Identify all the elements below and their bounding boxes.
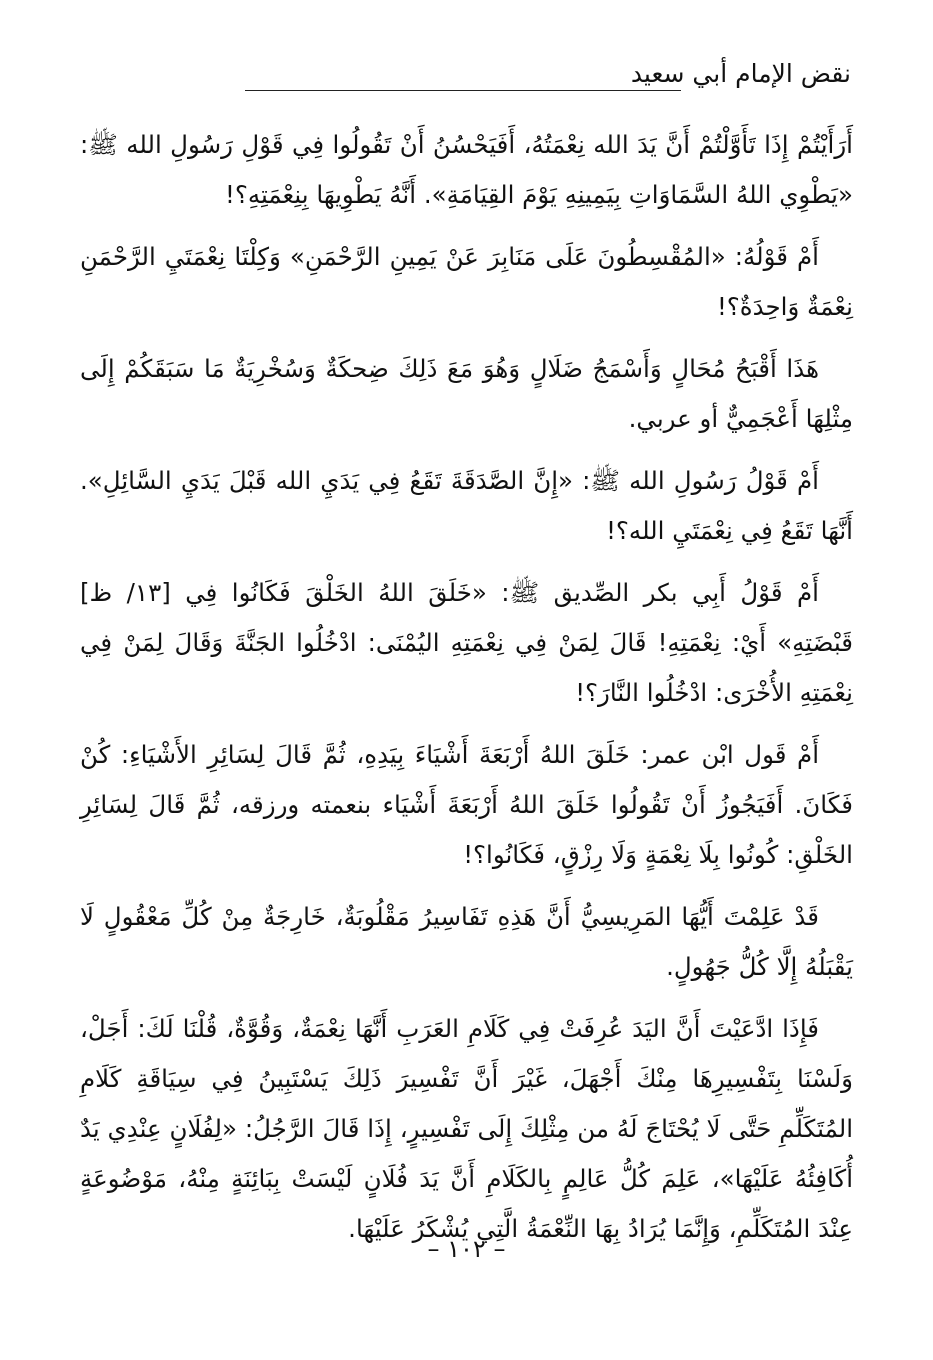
header-rule: [245, 90, 681, 91]
page-number: – ١٠٢ –: [427, 1235, 506, 1263]
page-body: [80, 120, 853, 1266]
paragraph-1: أَرَأَيْتُمْ إِذَا تَأَوَّلْتُمْ أَنَّ يَدَ الله نِعْمَتُهُ، أَفَيَحْسُنُ أَنْ تَقُولُوا فِي قَوْلِ رَسُولِ الله ﷺ: «يَطْوِي اللهُ السَّمَاوَاتِ بِيَمِينِهِ يَوْمَ القِيَامَةِ». أَنَّهُ يَطْوِيهَا بِنِعْمَتِهِ؟!: [80, 130, 853, 209]
paragraph-3: هَذَا أَقْبَحُ مُحَالٍ وَأَسْمَجُ ضَلَالٍ وَهُوَ مَعَ ذَلِكَ ضِحكَةٌ وَسُخْرِيَةٌ مَا سَبَقَكُمْ إِلَى مِثْلِهَا أَعْجَمِيٌّ أو عربي.: [80, 354, 853, 433]
paragraph-5: أَمْ قَوْلُ أَبِي بكر الصِّديق ﷺ: «خَلَقَ اللهُ الخَلْقَ فَكَانُوا فِي [١٣/ ظ] قَبْضَتِهِ» أَيْ: نِعْمَتِهِ! قَالَ لِمَنْ فِي نِعْمَتِهِ اليُمْنَى: ادْخُلُوا الجَنَّةَ وَقَالَ لِمَنْ فِي نِعْمَتِهِ الأُخْرَى: ادْخُلُوا النَّارَ؟!: [80, 578, 853, 707]
paragraph-6: أَمْ قَول ابْن عمر: خَلَقَ اللهُ أَرْبَعَةَ أَشْيَاءَ بِيَدِهِ، ثُمَّ قَالَ لِسَائِرِ الأَشْيَاءِ: كُنْ فَكَانَ. أَفَيَجُوزُ أَنْ تَقُولُوا خَلَقَ اللهُ أَرْبَعَةَ أَشْيَاء بنعمته ورزقه، ثُمَّ قَالَ لِسَائِرِ الخَلْقِ: كُونُوا بِلَا نِعْمَةٍ وَلَا رِزْقٍ، فَكَانُوا؟!: [80, 740, 853, 869]
paragraph-7: قَدْ عَلِمْتَ أَيُّهَا المَرِيسِيُّ أَنَّ هَذِهِ تَفَاسِيرُ مَقْلُوبَةٌ، خَارِجَةٌ مِنْ كُلِّ مَعْقُولٍ لَا يَقْبَلُهُ إِلَّا كُلُّ جَهُولٍ.: [80, 902, 853, 981]
paragraph-2: أَمْ قَوْلُهُ: «المُقْسِطُونَ عَلَى مَنَابِرَ عَنْ يَمِينِ الرَّحْمَنِ» وَكِلْتَا نِعْمَتَيِ الرَّحْمَنِ نِعْمَةٌ وَاحِدَةٌ؟!: [80, 242, 853, 321]
running-title: نقض الإمام أبي سعيد: [630, 59, 851, 88]
paragraph-4: أَمْ قَوْلُ رَسُولِ الله ﷺ: «إِنَّ الصَّدَقَةَ تَقَعُ فِي يَدَيِ الله قَبْلَ يَدَيِ السَّائِلِ». أَنَّهَا تَقَعُ فِي نِعْمَتَيِ الله؟!: [80, 466, 853, 545]
running-header: [245, 56, 851, 100]
paragraph-8: فَإِذَا ادَّعَيْتَ أَنَّ اليَدَ عُرِفَتْ فِي كَلَامِ العَرَبِ أَنَّهَا نِعْمَةٌ، وَقُوَّةٌ، قُلْنَا لَكَ: أَجَلْ، وَلَسْنَا بِتَفْسِيرِهَا مِنْكَ أَجْهَلَ، غَيْرَ أَنَّ تَفْسِيرَ ذَلِكَ يَسْتَبِينُ فِي سِيَاقَةِ كَلَامِ المُتَكَلِّمِ حَتَّى لَا يُحْتَاجَ لَهُ من مِثْلِكَ إِلَى تَفْسِيرٍ، إِذَا قَالَ الرَّجُلُ: «لِفُلَانٍ عِنْدِي يَدٌ أُكَافِئُهُ عَلَيْهَا»، عَلِمَ كُلُّ عَالِمٍ بِالكَلَامِ أَنَّ يَدَ فُلَانٍ لَيْسَتْ بِبَائِنَةٍ مِنْهُ، مَوْضُوعَةٍ عِنْدَ المُتَكَلِّمِ، وَإِنَّمَا يُرَادُ بِهَا النِّعْمَةُ الَّتِي يُشْكَرُ عَلَيْهَا.: [80, 1014, 853, 1243]
